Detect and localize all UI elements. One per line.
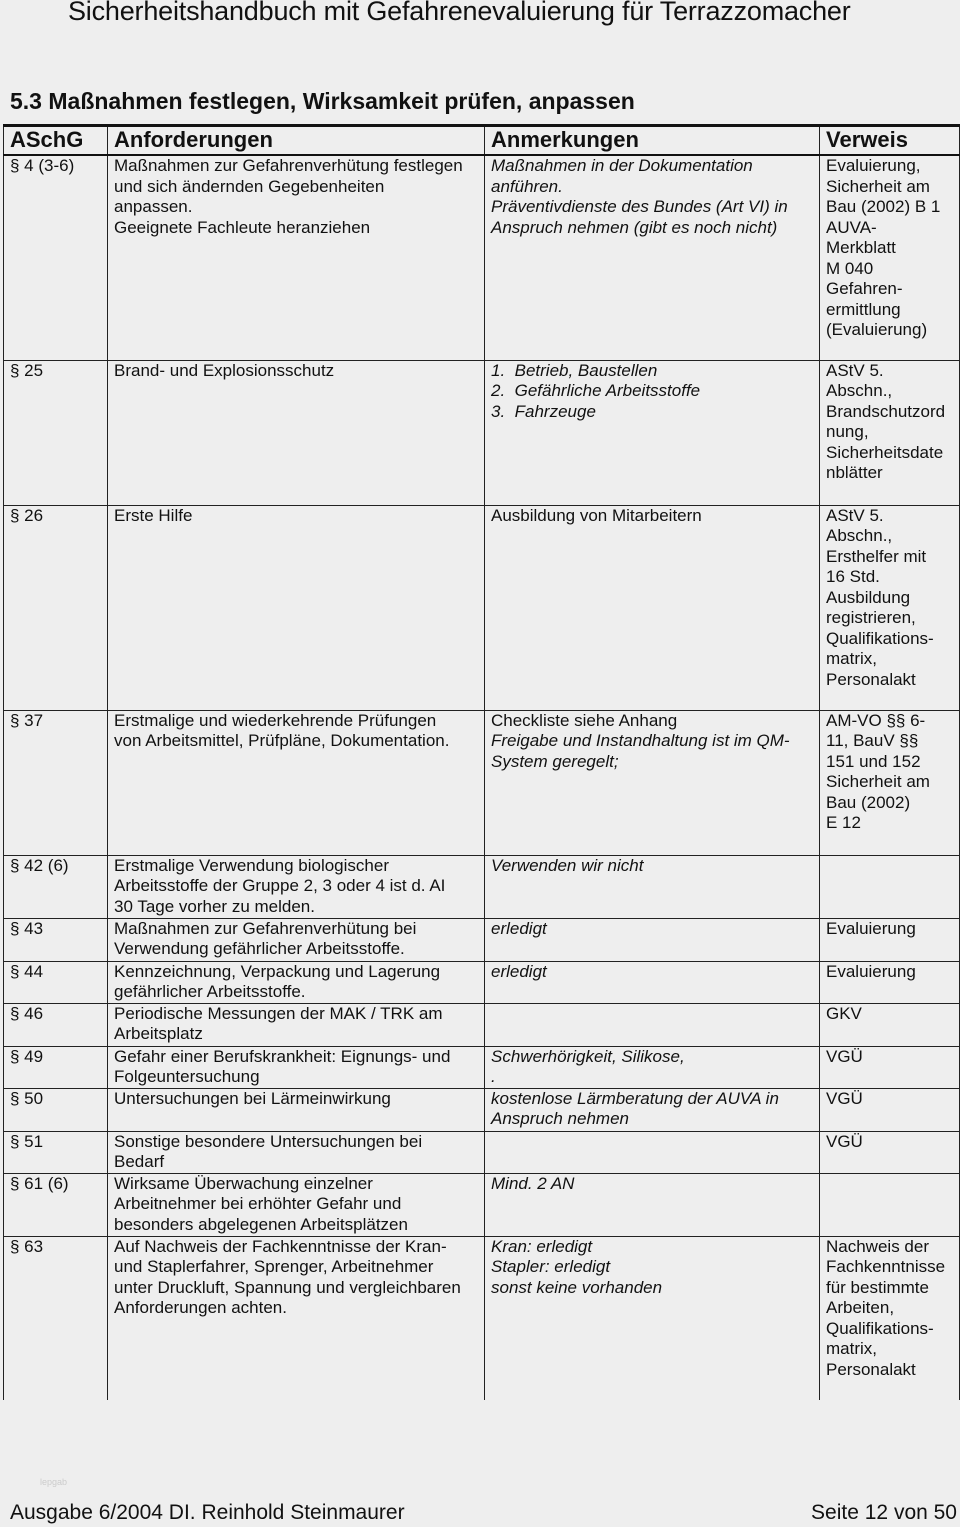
cell-line: besonders abgelegenen Arbeitsplätzen [114, 1214, 408, 1234]
cell-anforderungen [108, 1003, 485, 1046]
cell-line: Kran: erledigt [491, 1236, 593, 1256]
cell-line: § 61 (6) [10, 1173, 69, 1193]
cell-anmerkungen [485, 855, 820, 918]
cell-line: Wirksame Überwachung einzelner [114, 1173, 373, 1193]
cell-line: VGÜ [826, 1131, 863, 1151]
cell-anforderungen [108, 918, 485, 961]
cell-line: Sicherheitsdate [826, 442, 944, 462]
cell-line: Personalakt [826, 1359, 916, 1379]
cell-line: Evaluierung [826, 961, 916, 981]
cell-line: kostenlose Lärmberatung der AUVA in [491, 1088, 779, 1108]
cell-verweis [820, 1236, 960, 1400]
cell-anmerkungen [485, 1046, 820, 1088]
cell-aschg [4, 1088, 108, 1131]
cell-verweis [820, 1088, 960, 1131]
column-header-anforderungen: Anforderungen [108, 126, 485, 156]
cell-line: Brand- und Explosionsschutz [114, 360, 335, 380]
cell-line: und Staplerfahrer, Sprenger, Arbeitnehmer [114, 1257, 434, 1276]
cell-line: Mind. 2 AN [491, 1173, 575, 1193]
table-row [4, 1088, 960, 1131]
cell-anforderungen [108, 1131, 485, 1173]
cell-line: registrieren, [826, 608, 916, 627]
cell-anforderungen [108, 855, 485, 918]
measures-table [3, 124, 960, 1400]
table-row [4, 155, 960, 360]
cell-line: Ausbildung [826, 587, 911, 607]
cell-line: Bau (2002) B 1 [826, 197, 941, 216]
cell-line: § 42 (6) [10, 855, 69, 875]
cell-anforderungen [108, 360, 485, 505]
cell-line: AM-VO §§ 6- [826, 710, 926, 730]
cell-verweis [820, 1131, 960, 1173]
cell-line: ermittlung [826, 299, 901, 319]
cell-line: Fachkenntnisse [826, 1257, 946, 1276]
cell-line: Checkliste siehe Anhang [491, 710, 678, 730]
cell-line: Qualifikations- [826, 628, 934, 648]
cell-line: anführen. [491, 176, 563, 196]
cell-line: unter Druckluft, Spannung und vergleichbaren [114, 1277, 461, 1297]
cell-verweis [820, 855, 960, 918]
cell-anmerkungen [485, 1088, 820, 1131]
cell-line: § 4 (3-6) [10, 156, 75, 175]
cell-aschg [4, 1173, 108, 1236]
cell-aschg [4, 1131, 108, 1173]
cell-line: Arbeitnehmer bei erhöhter Gefahr und [114, 1194, 402, 1213]
cell-aschg [4, 918, 108, 961]
cell-line: Evaluierung [826, 918, 916, 938]
cell-line: Evaluierung, [826, 156, 921, 175]
cell-verweis [820, 155, 960, 360]
cell-line: Auf Nachweis der Fachkenntnisse der Kran- [114, 1236, 447, 1256]
table-row [4, 505, 960, 710]
table-row [4, 1131, 960, 1173]
cell-line: Abschn., [826, 381, 893, 400]
cell-line: gefährlicher Arbeitsstoffe. [114, 982, 306, 1001]
cell-line: Maßnahmen in der Dokumentation [491, 156, 753, 175]
cell-anmerkungen [485, 505, 820, 710]
cell-line: Maßnahmen zur Gefahrenverhütung bei [114, 918, 417, 938]
column-header-aschg: ASchG [4, 126, 108, 156]
cell-line: Ausbildung von Mitarbeitern [491, 505, 702, 525]
cell-line: Brandschutzord [826, 401, 946, 421]
table-row [4, 360, 960, 505]
cell-line: Anforderungen achten. [114, 1298, 287, 1317]
cell-anforderungen [108, 710, 485, 855]
cell-aschg [4, 710, 108, 855]
cell-anmerkungen [485, 1173, 820, 1236]
cell-line: erledigt [491, 918, 547, 938]
cell-line: Merkblatt [826, 238, 896, 257]
cell-line: 16 Std. [826, 567, 880, 586]
cell-line: Kennzeichnung, Verpackung und Lagerung [114, 961, 441, 981]
cell-verweis [820, 1173, 960, 1236]
cell-anforderungen [108, 505, 485, 710]
cell-verweis [820, 505, 960, 710]
cell-line: matrix, [826, 1339, 877, 1358]
cell-line: § 63 [10, 1236, 44, 1256]
cell-anforderungen [108, 1173, 485, 1236]
cell-line: § 37 [10, 710, 44, 730]
cell-aschg [4, 1003, 108, 1046]
cell-anforderungen [108, 155, 485, 360]
cell-line: Gefahr einer Berufskrankheit: Eignungs- und [114, 1046, 451, 1066]
cell-line: Sonstige besondere Untersuchungen bei [114, 1131, 423, 1151]
cell-line: Erste Hilfe [114, 505, 193, 525]
cell-line: § 49 [10, 1046, 44, 1066]
footer-edition: Ausgabe 6/2004 DI. Reinhold Steinmaurer [10, 1501, 405, 1524]
cell-line: System geregelt; [491, 751, 619, 771]
watermark: lepgab [40, 1477, 68, 1487]
cell-line: VGÜ [826, 1088, 863, 1108]
cell-line: Arbeitsstoffe der Gruppe 2, 3 oder 4 ist d. AI [114, 876, 446, 895]
cell-line: Gefahren- [826, 279, 903, 298]
table-row [4, 710, 960, 855]
table-row [4, 918, 960, 961]
cell-aschg [4, 1046, 108, 1088]
cell-line: GKV [826, 1003, 862, 1023]
cell-line: Freigabe und Instandhaltung ist im QM- [491, 731, 790, 750]
table-row [4, 855, 960, 918]
cell-verweis [820, 1046, 960, 1088]
column-header-verweis: Verweis [820, 126, 960, 156]
cell-anforderungen [108, 1236, 485, 1400]
cell-line: (Evaluierung) [826, 320, 928, 339]
cell-line: Erstmalige und wiederkehrende Prüfungen [114, 710, 437, 730]
cell-line: Sicherheit am [826, 772, 930, 791]
cell-line: AUVA- [826, 217, 877, 237]
cell-verweis [820, 1003, 960, 1046]
cell-line: 30 Tage vorher zu melden. [114, 896, 315, 916]
cell-anmerkungen [485, 360, 820, 505]
cell-line: 3. Fahrzeuge [491, 401, 596, 421]
cell-line: Stapler: erledigt [491, 1257, 611, 1276]
cell-line: Qualifikations- [826, 1318, 934, 1338]
cell-line: 11, BauV §§ [826, 731, 919, 750]
cell-line: Arbeiten, [826, 1298, 895, 1317]
cell-line: Periodische Messungen der MAK / TRK am [114, 1003, 443, 1023]
cell-line: matrix, [826, 649, 877, 668]
cell-line: und sich ändernden Gegebenheiten [114, 176, 385, 196]
cell-line: § 44 [10, 961, 44, 981]
cell-line: VGÜ [826, 1046, 863, 1066]
cell-line: § 25 [10, 360, 44, 380]
cell-anmerkungen [485, 918, 820, 961]
cell-aschg [4, 1236, 108, 1400]
cell-anforderungen [108, 1088, 485, 1131]
cell-line: nblätter [826, 463, 883, 482]
cell-line: 2. Gefährliche Arbeitsstoffe [491, 381, 701, 400]
cell-anmerkungen [485, 961, 820, 1003]
cell-line: Ersthelfer mit [826, 546, 927, 566]
document-title: Sicherheitshandbuch mit Gefahrenevaluierung für Terrazzomacher [68, 0, 851, 26]
cell-verweis [820, 918, 960, 961]
cell-line: Maßnahmen zur Gefahrenverhütung festlegen [114, 156, 463, 175]
cell-line: Verwenden wir nicht [491, 855, 644, 875]
cell-anmerkungen [485, 155, 820, 360]
cell-line: für bestimmte [826, 1277, 929, 1297]
table-row [4, 1046, 960, 1088]
cell-line: erledigt [491, 961, 547, 981]
cell-line: Folgeuntersuchung [114, 1067, 260, 1086]
table-row [4, 1003, 960, 1046]
cell-aschg [4, 855, 108, 918]
section-heading: 5.3 Maßnahmen festlegen, Wirksamkeit prüfen, anpassen [10, 88, 635, 114]
cell-line: Untersuchungen bei Lärmeinwirkung [114, 1088, 391, 1108]
cell-line: Anspruch nehmen [491, 1109, 629, 1128]
cell-line: nung, [826, 422, 869, 441]
cell-line: Bedarf [114, 1152, 165, 1171]
cell-verweis [820, 961, 960, 1003]
cell-line: § 43 [10, 918, 44, 938]
footer-page-number: Seite 12 von 50 [811, 1501, 957, 1524]
cell-line: § 26 [10, 505, 44, 525]
cell-line: Geeignete Fachleute heranziehen [114, 217, 371, 237]
cell-line: 151 und 152 [826, 751, 921, 771]
cell-line: M 040 [826, 258, 874, 278]
cell-anmerkungen [485, 710, 820, 855]
cell-line: Präventivdienste des Bundes (Art VI) in [491, 197, 788, 216]
cell-line: § 51 [10, 1131, 44, 1151]
cell-line: Bau (2002) [826, 792, 911, 812]
cell-line: § 50 [10, 1088, 44, 1108]
cell-line: AStV 5. [826, 505, 884, 525]
cell-line: Verwendung gefährlicher Arbeitsstoffe. [114, 939, 405, 958]
cell-verweis [820, 710, 960, 855]
cell-line: Abschn., [826, 526, 893, 545]
cell-anmerkungen [485, 1003, 820, 1046]
cell-anforderungen [108, 1046, 485, 1088]
cell-aschg [4, 155, 108, 360]
table-row [4, 1236, 960, 1400]
table-header-row [4, 126, 960, 156]
cell-anmerkungen [485, 1236, 820, 1400]
cell-line: Schwerhörigkeit, Silikose, [491, 1046, 685, 1066]
cell-line: . [491, 1067, 496, 1086]
cell-line: Personalakt [826, 669, 916, 689]
cell-anmerkungen [485, 1131, 820, 1173]
cell-aschg [4, 505, 108, 710]
cell-line: AStV 5. [826, 360, 884, 380]
cell-aschg [4, 961, 108, 1003]
cell-verweis [820, 360, 960, 505]
cell-line: Arbeitsplatz [114, 1024, 203, 1043]
cell-aschg [4, 360, 108, 505]
table-row [4, 961, 960, 1003]
cell-line: von Arbeitsmittel, Prüfpläne, Dokumentation. [114, 731, 450, 750]
cell-line: § 46 [10, 1003, 44, 1023]
column-header-anmerkungen: Anmerkungen [485, 126, 820, 156]
cell-line: anpassen. [114, 197, 193, 216]
cell-line: Nachweis der [826, 1236, 929, 1256]
cell-line: Sicherheit am [826, 176, 930, 196]
table-row [4, 1173, 960, 1236]
cell-line: E 12 [826, 813, 861, 832]
cell-line: sonst keine vorhanden [491, 1277, 663, 1297]
cell-line: Anspruch nehmen (gibt es noch nicht) [491, 217, 778, 237]
cell-anforderungen [108, 961, 485, 1003]
cell-line: 1. Betrieb, Baustellen [491, 360, 658, 380]
cell-line: Erstmalige Verwendung biologischer [114, 855, 389, 875]
